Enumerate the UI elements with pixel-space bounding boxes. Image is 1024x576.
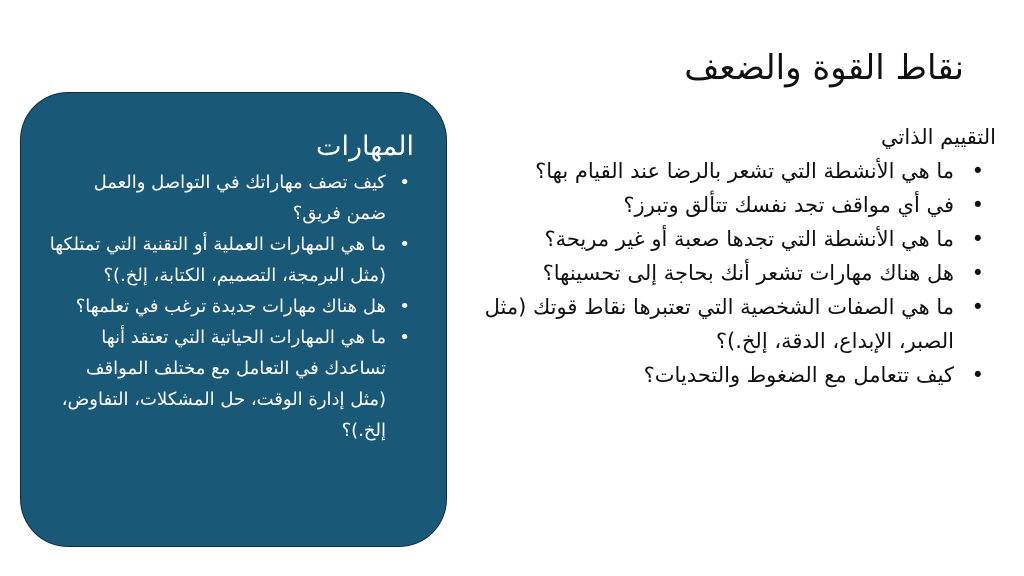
list-item: • كيف تتعامل مع الضغوط والتحديات؟ xyxy=(476,358,996,392)
skills-list xyxy=(49,167,414,446)
skills-heading: المهارات xyxy=(316,131,414,162)
list-item: • ما هي المهارات الحياتية التي تعتقد أنها تساعدك في التعامل مع مختلف المواقف (مثل إدارة الوقت، حل المشكلات، التفاوض، إلخ.)؟ xyxy=(49,322,414,446)
list-item: • ما هي الصفات الشخصية التي تعتبرها نقاط قوتك (مثل الصبر، الإبداع، الدقة، إلخ.)؟ xyxy=(476,290,996,358)
list-item: • ما هي الأنشطة التي تشعر بالرضا عند القيام بها؟ xyxy=(476,154,996,188)
list-item: • هل هناك مهارات تشعر أنك بحاجة إلى تحسينها؟ xyxy=(476,256,996,290)
skills-panel xyxy=(20,92,447,547)
slide-title: نقاط القوة والضعف xyxy=(684,48,964,88)
list-item: • هل هناك مهارات جديدة ترغب في تعلمها؟ xyxy=(49,291,414,322)
list-item: • كيف تصف مهاراتك في التواصل والعمل ضمن فريق؟ xyxy=(49,167,414,229)
list-item: • في أي مواقف تجد نفسك تتألق وتبرز؟ xyxy=(476,188,996,222)
self-assessment-heading: التقييم الذاتي xyxy=(881,125,996,149)
list-item: • ما هي المهارات العملية أو التقنية التي تمتلكها (مثل البرمجة، التصميم، الكتابة، إلخ.)؟ xyxy=(49,229,414,291)
self-assessment-section xyxy=(476,120,996,392)
list-item: • ما هي الأنشطة التي تجدها صعبة أو غير مريحة؟ xyxy=(476,222,996,256)
self-assessment-list xyxy=(476,154,996,392)
